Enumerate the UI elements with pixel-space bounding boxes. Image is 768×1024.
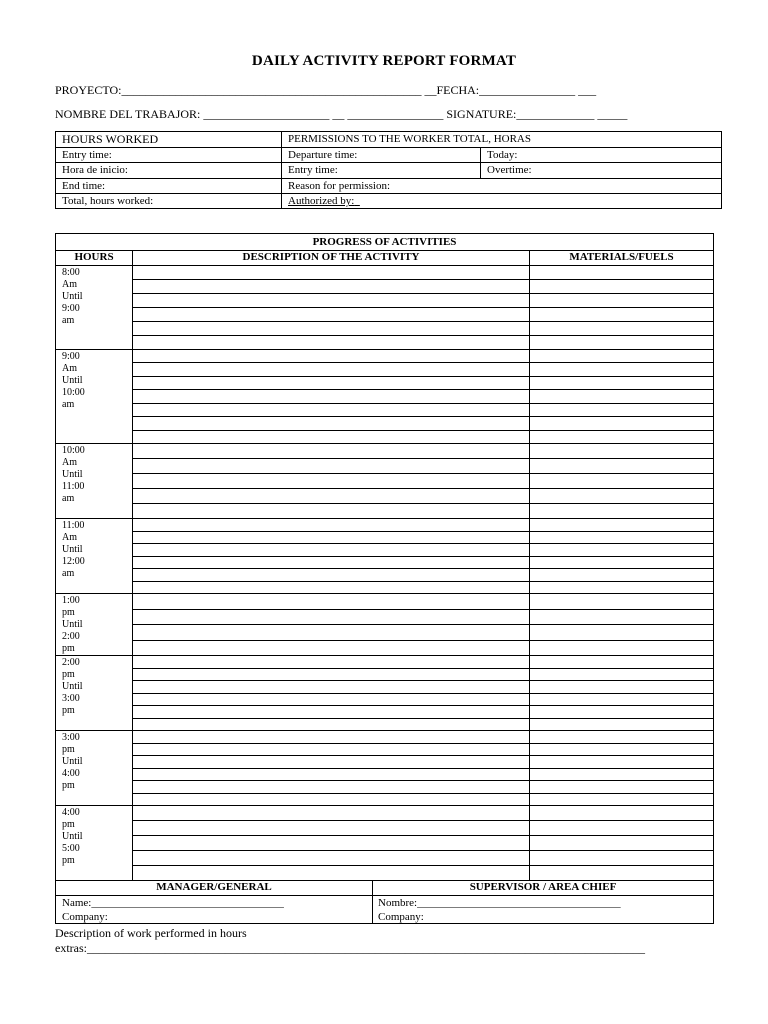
today-label: Today: (487, 149, 518, 161)
permissions-header: PERMISSIONS TO THE WORKER TOTAL, HORAS (288, 133, 531, 145)
activity-entry-line[interactable] (133, 389, 713, 390)
proyecto-label: PROYECTO: (55, 83, 122, 97)
activity-entry-line[interactable] (133, 743, 713, 744)
activity-entry-line[interactable] (133, 458, 713, 459)
activity-entry-line[interactable] (133, 416, 713, 417)
activity-entry-line[interactable] (133, 718, 713, 719)
activity-entry-line[interactable] (133, 362, 713, 363)
time-slot-label: 4:00 pm Until 5:00 pm (62, 807, 83, 866)
activity-entry-line[interactable] (133, 403, 713, 404)
manager-header: MANAGER/GENERAL (156, 881, 272, 893)
activity-entry-line[interactable] (133, 850, 713, 851)
hora-inicio-label: Hora de inicio: (62, 164, 128, 176)
manager-name-field[interactable]: Name:___________________________________ (62, 897, 284, 909)
activity-entry-line[interactable] (133, 568, 713, 569)
hours-worked-header: HOURS WORKED (62, 132, 159, 146)
activity-entry-line[interactable] (133, 640, 713, 641)
progress-title: PROGRESS OF ACTIVITIES (312, 236, 457, 248)
activity-entry-line[interactable] (133, 705, 713, 706)
nombre-label: NOMBRE DEL TRABAJOR: (55, 107, 201, 121)
activity-entry-line[interactable] (133, 556, 713, 557)
activity-entry-line[interactable] (133, 755, 713, 756)
time-slot-label: 2:00 pm Until 3:00 pm (62, 657, 83, 716)
activity-entry-line[interactable] (133, 473, 713, 474)
supervisor-name-field[interactable]: Nombre:_____________________________________ (378, 897, 621, 909)
progress-table (55, 233, 714, 924)
activity-entry-line[interactable] (133, 793, 713, 794)
manager-company-label: Company: (62, 911, 108, 923)
activity-entry-line[interactable] (133, 293, 713, 294)
activity-entry-line[interactable] (133, 768, 713, 769)
activity-entry-line[interactable] (133, 865, 713, 866)
authorized-label: Authorized by:_ (288, 195, 360, 207)
worker-hours-table (55, 131, 722, 209)
activity-entry-line[interactable] (133, 335, 713, 336)
activity-entry-line[interactable] (133, 624, 713, 625)
activity-entry-line[interactable] (133, 820, 713, 821)
nombre-field[interactable]: NOMBRE DEL TRABAJOR: _____________________ __ ________________ SIGNATURE:_____________ _____ (55, 107, 628, 121)
fecha-label: FECHA: (436, 83, 480, 97)
time-slot-label: 8:00 Am Until 9:00 am (62, 267, 83, 326)
activity-entry-line[interactable] (133, 835, 713, 836)
signature-label: SIGNATURE: (446, 107, 517, 121)
activity-entry-line[interactable] (133, 321, 713, 322)
activity-entry-line[interactable] (133, 693, 713, 694)
activity-entry-line[interactable] (133, 307, 713, 308)
activity-entry-line[interactable] (133, 279, 713, 280)
hours-column-header: HOURS (74, 251, 114, 263)
overtime-label: Overtime: (487, 164, 532, 176)
page-title: DAILY ACTIVITY REPORT FORMAT (251, 53, 517, 69)
departure-time-label: Departure time: (288, 149, 358, 161)
reason-label: Reason for permission: (288, 180, 391, 192)
proyecto-field[interactable]: PROYECTO:__________________________________________________ __FECHA:________________ ___ (55, 83, 597, 97)
activity-entry-line[interactable] (133, 609, 713, 610)
footer-line1: Description of work performed in hours (55, 926, 247, 940)
end-time-label: End time: (62, 180, 106, 192)
entry-time-2-label: Entry time: (288, 164, 338, 176)
time-slot-label: 10:00 Am Until 11:00 am (62, 445, 85, 504)
time-slot-label: 1:00 pm Until 2:00 pm (62, 595, 83, 654)
activity-entry-line[interactable] (133, 430, 713, 431)
activity-entry-line[interactable] (133, 668, 713, 669)
time-slot-label: 9:00 Am Until 10:00 am (62, 351, 85, 410)
activity-entry-line[interactable] (133, 376, 713, 377)
activity-entry-line[interactable] (133, 503, 713, 504)
activity-entry-line[interactable] (133, 680, 713, 681)
total-hours-label: Total, hours worked: (62, 195, 154, 207)
supervisor-header: SUPERVISOR / AREA CHIEF (469, 881, 617, 893)
supervisor-company-label: Company: (378, 911, 424, 923)
time-slot-label: 11:00 Am Until 12:00 am (62, 520, 85, 579)
activity-entry-line[interactable] (133, 581, 713, 582)
activity-entry-line[interactable] (133, 543, 713, 544)
materials-column-header: MATERIALS/FUELS (569, 251, 674, 263)
description-column-header: DESCRIPTION OF THE ACTIVITY (242, 251, 420, 263)
activity-entry-line[interactable] (133, 488, 713, 489)
time-slot-label: 3:00 pm Until 4:00 pm (62, 732, 83, 791)
activity-entry-line[interactable] (133, 780, 713, 781)
footer-extras-field[interactable]: extras:_____________________________________________________________________________________________ (55, 941, 645, 955)
entry-time-label: Entry time: (62, 149, 112, 161)
activity-entry-line[interactable] (133, 531, 713, 532)
